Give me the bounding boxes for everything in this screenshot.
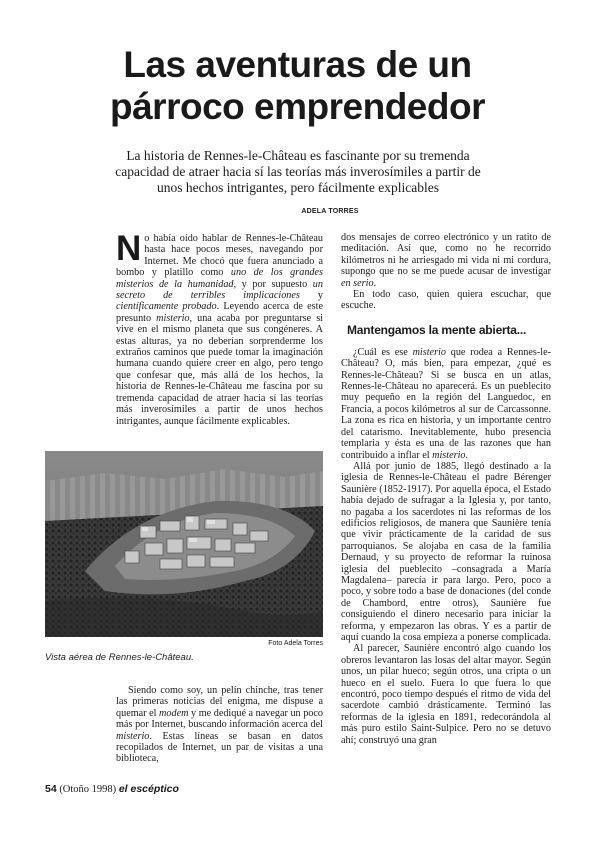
left-column-bottom [116,685,323,765]
body-paragraph: ¿Cuál es ese misterio que rodea a Rennes-le-Château? O, más bien, para empezar, ¿qué es Rennes-le-Château? Si se busca en un atlas, Rennes-le-Château no aparecerá. Es un pueblecito muy pequeño en la región del Languedoc, en Francia, a pocos kilómetros al sur de Carcassonne. La zona es rica en historia, y un importante centro del catarismo. Inevitablemente, hubo presencia templaria y ésta es una de las razones que han contribuido a inflar el misterio. [341,346,552,461]
body-paragraph: Al parecer, Saunière encontró algo cuando los obreros levantaron las losas del altar mayor. Según unos, un pilar hueco; según otros, una cripta o un hueco en el suelo. Fuera lo que fuera lo que encontró, poco tiempo después el ritmo de vida del sacerdote cambió drásticamente. Terminó las reformas de la iglesia en 1891, redecorándola al más puro estilo Saint-Sulpice. Pero no se detuvo ahí; construyó una gran [341,643,551,746]
title-line-2: párroco emprendedor [110,86,485,127]
right-column [341,232,551,746]
issue-date: (Otoño 1998) [59,784,117,795]
magazine-name: el escéptico [118,783,179,795]
intro-paragraph: No había oído hablar de Rennes-le-Château hasta hace pocos meses, navegando por Internet. Me chocó que fuera anunciado a bombo y platillo como uno de los grandes misterios de la humanidad, y por supuesto un secreto de terribles implicaciones y científicamente probado. Leyendo acerca de este presunto misterio, una acaba por preguntarse si vive en el mismo planeta que sus congéneres. A estas alturas, ya no deberían sorprenderme los extraños caminos que puede tomar la imaginación humana cuando quiere creer en algo, pero tengo que confesar que, más allá de los hechos, la historia de Rennes-le-Château me fascina por su tremenda capacidad de atraer hacia sí las teorías más inverosímiles a partir de unos hechos intrigantes, aunque fácilmente explicables. [116,229,324,427]
body-paragraph: Allá por junio de 1885, llegó destinado a la iglesia de Rennes-le-Château el padre Bérenger Saunière (1852-1917). Por aquella época, el Estado había dejado de sufragar a la Iglesia y, por tanto, no pagaba a los sacerdotes ni las reformas de los edificios religiosos, de manera que Saunière tenía que vivir prácticamente de la caridad de sus parroquianos. Se alojaba en casa de la familia Dernaud, y su proyecto de reformar la ruinosa iglesia del pueblecito –consagrada a María Magdalena– parecía ir para largo. Pero, poco a poco, y sobre todo a base de donaciones (del conde de Chambord, entre otros), Saunière fue consiguiendo el dinero necesario para iniciar la reforma, y empezaron las obras. Y es a partir de aquí cuando la cosa empieza a ponerse complicada. [341,460,551,643]
body-paragraph: En todo caso, quien quiera escuchar, que escuche. [341,289,551,312]
title-line-1: Las aventuras de un [123,44,472,85]
aerial-photo [45,451,323,637]
aerial-photo-image [45,451,323,637]
photo-credit: Foto Adela Torres [268,640,323,647]
drop-cap: N [116,229,142,268]
author-byline: ADELA TORRES [301,208,359,215]
photo-caption: Vista aérea de Rennes-le-Château. [45,652,194,663]
article-title [0,44,595,128]
page-number: 54 [45,783,57,795]
body-paragraph: dos mensajes de correo electrónico y un ratito de meditación. Así que, como no he recorrido kilómetros ni he arriesgado mi vida ni mi cordura, supongo que no se me puede acusar de investigar en serio. [341,232,551,289]
article-subtitle: La historia de Rennes-le-Château es fascinante por su tremenda capacidad de atraer hacia sí las teorías más inverosímiles a partir de unos hechos intrigantes, pero fácilmente explicables [115,148,481,195]
left-column-top [116,229,324,427]
page-footer [45,783,179,795]
section-heading: Mantengamos la mente abierta... [347,322,527,337]
body-paragraph: Siendo como soy, un pelín chinche, tras tener las primeras noticias del enigma, me dispuse a quemar el modem y me dediqué a navegar un poco más por Internet, buscando información acerca del misterio. Estas líneas se basan en datos recopilados de Internet, un par de visitas a una biblioteca, [116,685,323,765]
